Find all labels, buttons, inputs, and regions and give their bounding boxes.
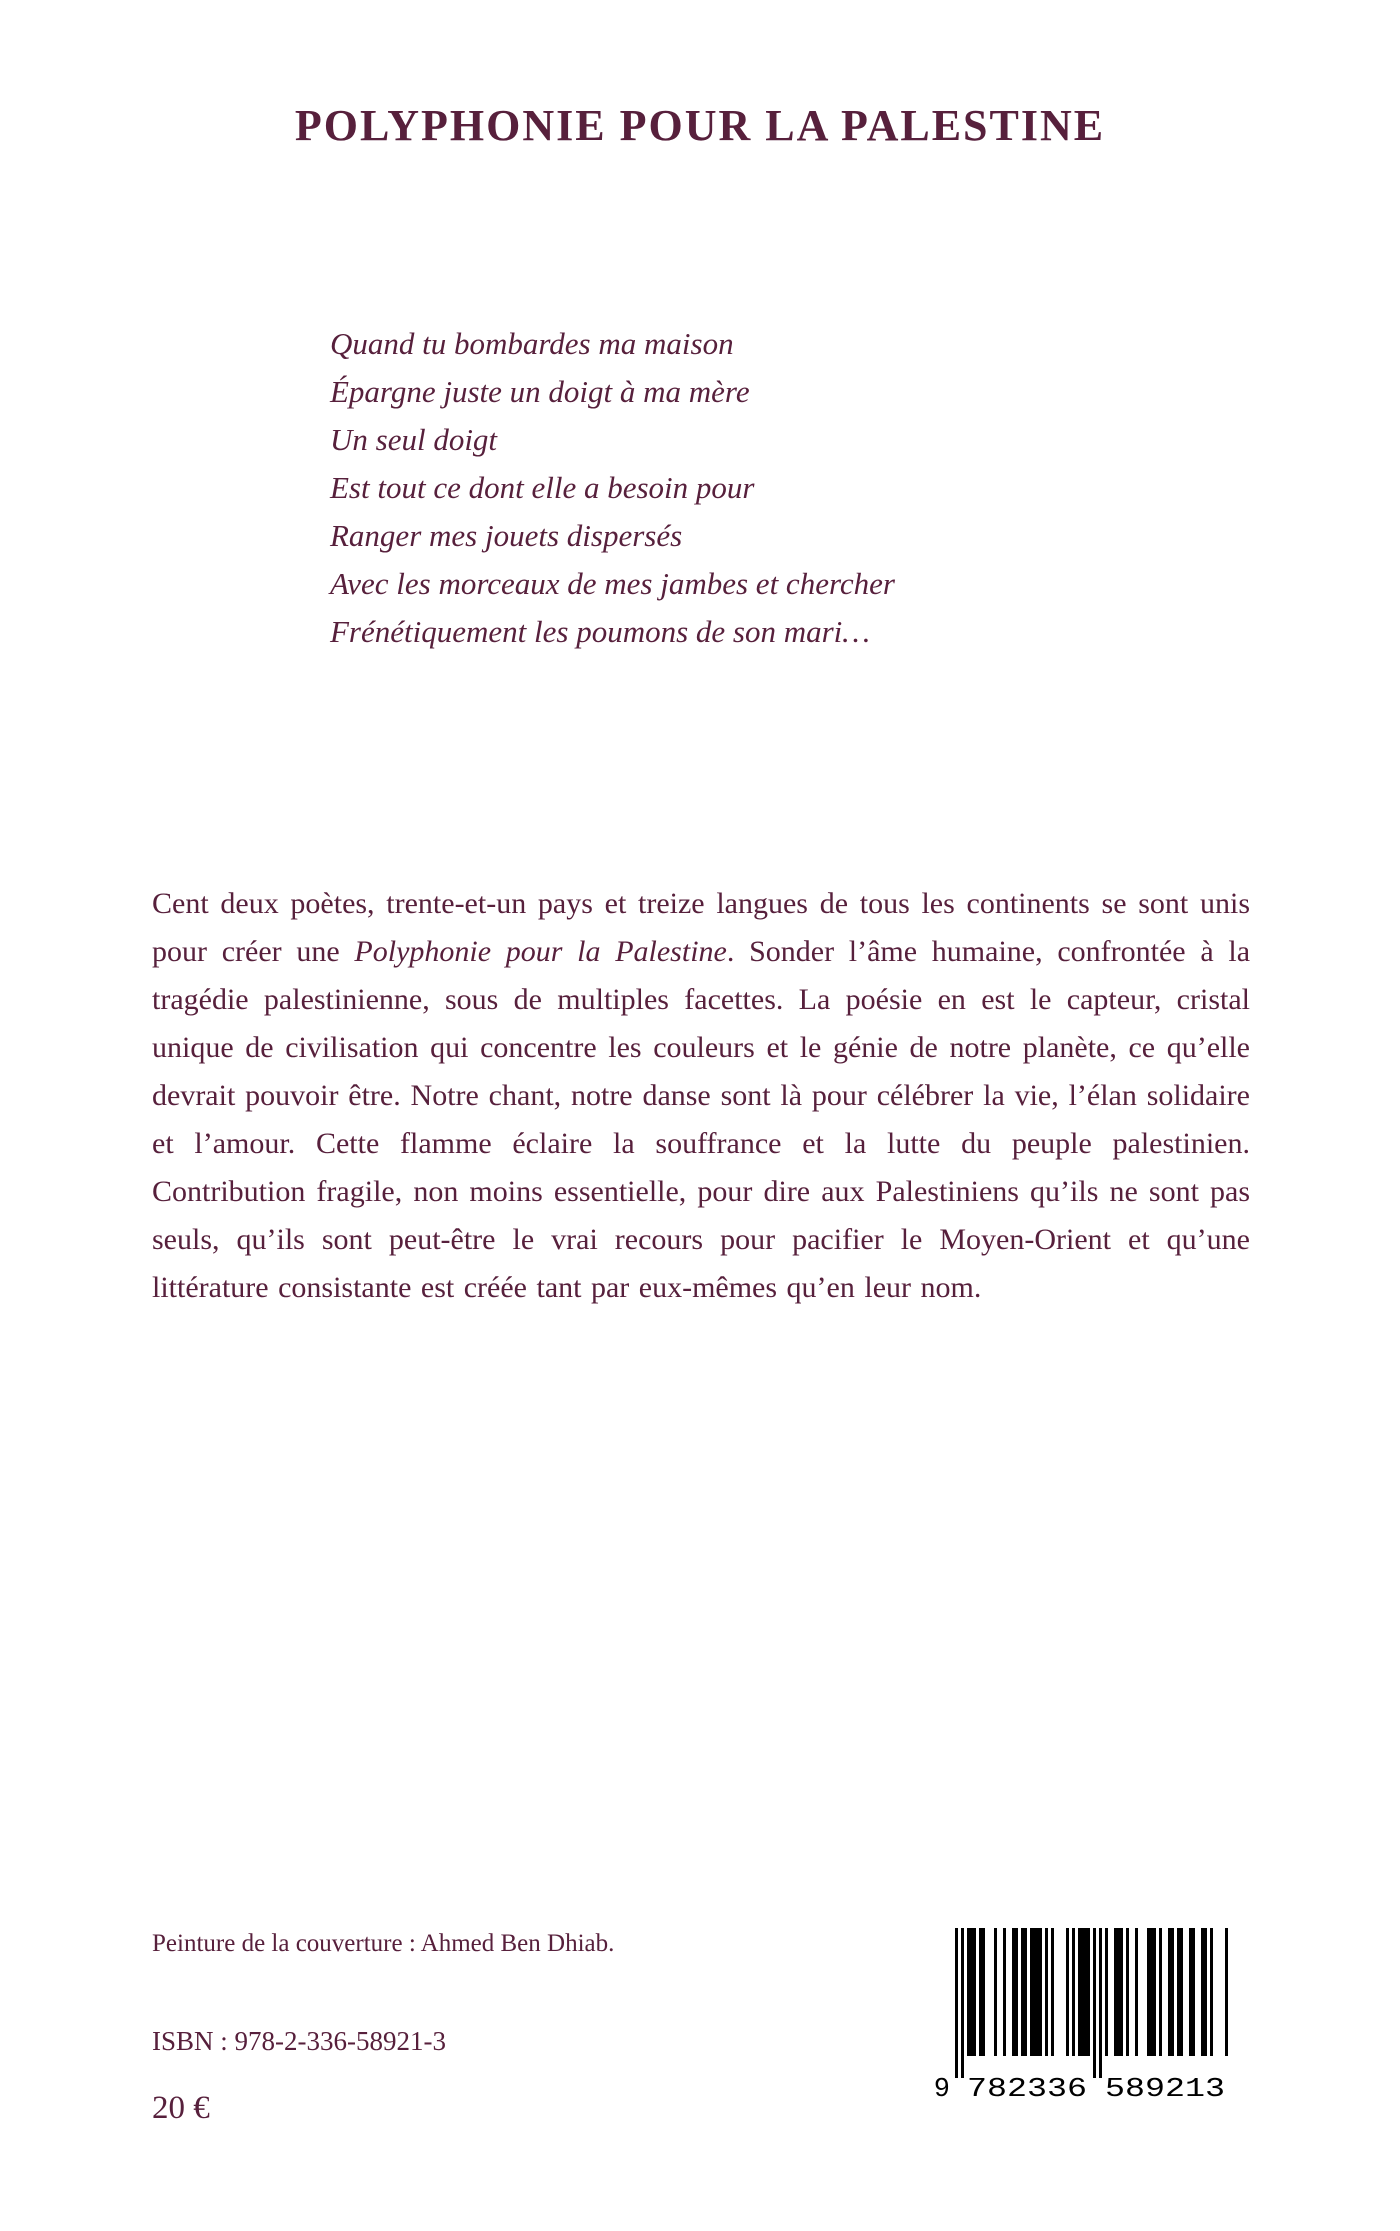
back-cover-text (152, 880, 1250, 1312)
poem-line: Épargne juste un doigt à ma mère (330, 374, 750, 409)
cover-credit: Peinture de la couverture : Ahmed Ben Dhiab. (152, 1930, 615, 1957)
book-title: POLYPHONIE POUR LA PALESTINE (294, 101, 1106, 150)
poem-line: Avec les morceaux de mes jambes et chercher (330, 566, 895, 601)
poem-line: Quand tu bombardes ma maison (330, 326, 734, 361)
isbn-text: ISBN : 978-2-336-58921-3 (152, 2026, 446, 2056)
svg-text:782336: 782336 (967, 2075, 1087, 2102)
svg-text:589213: 589213 (1105, 2075, 1225, 2102)
price: 20 € (152, 2090, 210, 2126)
poem-line: Frénétiquement les poumons de son mari… (330, 614, 870, 649)
body-text-part: Cent deux poètes, trente-et-un pays et treize langues de tous les continents se sont unis pour créer une (152, 887, 1250, 968)
body-title-italic: Polyphonie pour la Palestine (354, 935, 727, 968)
body-text-part: . Sonder l’âme humaine, confrontée à la tragédie palestinienne, sous de multiples facettes. La poésie en est le capteur, cristal unique de civilisation qui concentre les couleurs et le génie de notre planète, ce qu’elle devrait pouvoir être. Notre chant, notre danse sont là pour célébrer la vie, l’élan solidaire et l’amour. Cette flamme éclaire la souffrance et la lutte du peuple palestinien. Contribution fragile, non moins essentielle, pour dire aux Palestiniens qu’ils ne sont pas seuls, qu’ils sont peut-être le vrai recours pour pacifier le Moyen-Orient et qu’une littérature consistante est créée tant par eux-mêmes qu’en leur nom. (152, 935, 1251, 1304)
poem (330, 320, 895, 656)
poem-line: Est tout ce dont elle a besoin pour (330, 470, 755, 505)
poem-line: Un seul doigt (330, 422, 498, 457)
ean13-barcode-svg (928, 1926, 1246, 2102)
ean13-barcode (928, 1926, 1246, 2102)
svg-text:9: 9 (933, 2075, 950, 2102)
poem-line: Ranger mes jouets dispersés (330, 518, 683, 553)
